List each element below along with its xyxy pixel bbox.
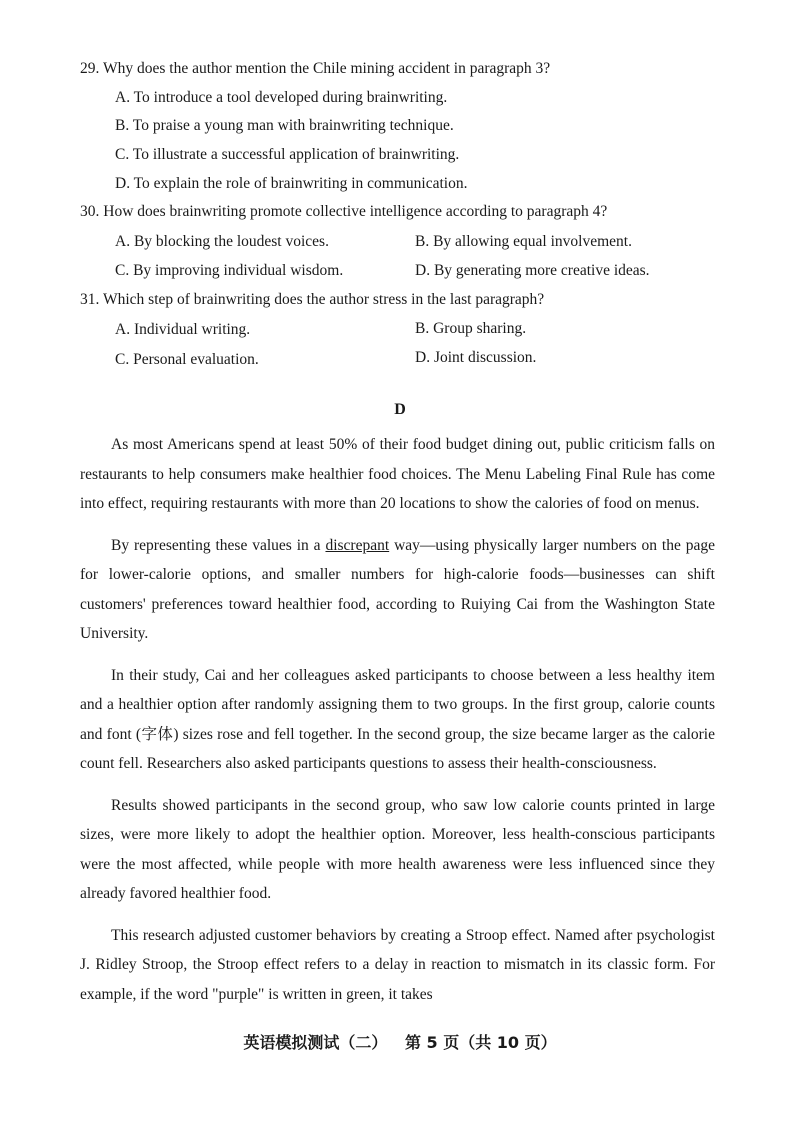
question-31-option-d: D. Joint discussion. (415, 349, 537, 366)
question-29-option-b: B. To praise a young man with brainwriting technique. (115, 117, 454, 134)
underlined-word-discrepant: discrepant (325, 536, 390, 554)
question-31-option-a: A. Individual writing. (115, 321, 251, 338)
question-29-option-d: D. To explain the role of brainwriting in communication. (115, 175, 468, 192)
question-30-option-a: A. By blocking the loudest voices. (115, 233, 329, 250)
question-31-option-b: B. Group sharing. (415, 320, 527, 337)
page-footer (0, 1030, 800, 1053)
paragraph-2-text-start: By representing these values in a (111, 536, 326, 554)
question-30-option-c: C. By improving individual wisdom. (115, 262, 344, 279)
question-29-option-c: C. To illustrate a successful application of brainwriting. (115, 146, 460, 163)
paragraph-2-text-end: way—using physically larger numbers on the page for lower-calorie options, and smaller numbers for high-calorie foods—businesses can shift customers' preferences toward healthier food, according to Ruiying Cai from the Washington State University. (80, 536, 716, 642)
question-30-option-d: D. By generating more creative ideas. (415, 262, 650, 279)
passage-paragraph-4: Results showed participants in the second group, who saw low calorie counts printed in large sizes, were more likely to adopt the healthier option. Moreover, less health-conscious participants were the most affected, while people with more health awareness were less influenced since they already favored healthier food. (80, 796, 715, 902)
question-31-option-c: C. Personal evaluation. (115, 351, 259, 368)
passage-paragraph-2 (80, 531, 715, 649)
section-heading: D (394, 401, 406, 418)
passage-paragraph-1: As most Americans spend at least 50% of their food budget dining out, public criticism falls on restaurants to help consumers make healthier food choices. The Menu Labeling Final Rule has come into effect, requiring restaurants with more than 20 locations to show the calories of food on menus. (80, 436, 715, 512)
question-31-stem: 31. Which step of brainwriting does the author stress in the last paragraph? (80, 291, 545, 308)
reading-passage (80, 430, 715, 1021)
question-29-stem: 29. Why does the author mention the Chile mining accident in paragraph 3? (80, 60, 551, 77)
passage-paragraph-3: In their study, Cai and her colleagues asked participants to choose between a less healthy item and a healthier option after randomly assigning them to two groups. In the first group, calorie counts and font (字体) sizes rose and fell together. In the second group, the size became larger as the calorie count fell. Researchers also asked participants questions to assess their health-consciousness. (80, 666, 715, 772)
exam-title: 英语模拟测试（二） (243, 1033, 388, 1052)
passage-paragraph-5: This research adjusted customer behaviors by creating a Stroop effect. Named after psychologist J. Ridley Stroop, the Stroop effect refers to a delay in reaction to mismatch in its classic form. For example, if the word "purple" is written in green, it takes (80, 926, 715, 1003)
question-29-option-a: A. To introduce a tool developed during brainwriting. (115, 89, 448, 106)
question-30-stem: 30. How does brainwriting promote collective intelligence according to paragraph 4? (80, 203, 608, 220)
question-30-option-b: B. By allowing equal involvement. (415, 233, 632, 250)
page-number: 第 5 页（共 10 页） (404, 1033, 557, 1052)
